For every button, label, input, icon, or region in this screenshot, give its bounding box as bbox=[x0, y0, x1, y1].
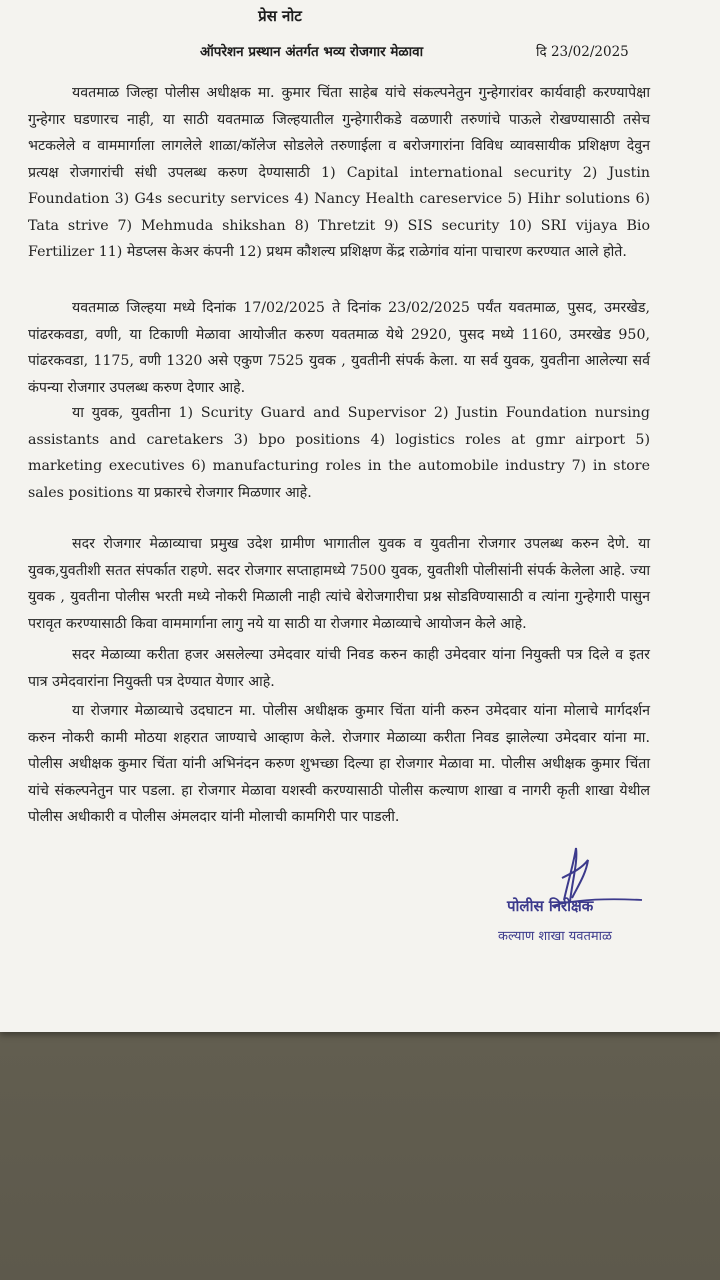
signatory-office: कल्याण शाखा यवतमाळ bbox=[498, 929, 612, 944]
handwritten-signature bbox=[502, 842, 682, 932]
signatory-title: पोलीस निरीक्षक bbox=[507, 897, 594, 915]
document-date: दि 23/02/2025 bbox=[536, 44, 629, 60]
document-subtitle: ऑपरेशन प्रस्थान अंतर्गत भव्य रोजगार मेळावा bbox=[200, 44, 424, 60]
paragraph-purpose: सदर रोजगार मेळाव्याचा प्रमुख उदेश ग्रामीण भागातील युवक व युवतीना रोजगार उपलब्ध करुन देणे. या युवक,युवतीशी सतत संपर्कात राहणे. सदर रोजगार सप्ताहामध्ये 7500 युवक, युवतीशी पोलीसांनी संपर्क केलेला आहे. ज्या युवक , युवतीना पोलीस भरती मध्ये नोकरी मिळाली नाही त्यांचे बेरोजगारीचा प्रश्न सोडविण्यासाठी व त्यांना गुन्हेगारी पासुन परावृत करण्यासाठी किवा वाममार्गाना लागु नये या साठी या रोजगार मेळाव्याचे आयोजन केले आहे. bbox=[28, 536, 650, 632]
paragraph-inauguration: या रोजगार मेळाव्याचे उदघाटन मा. पोलीस अधीक्षक कुमार चिंता यांनी करुन उमेदवार यांना मोलाचे मार्गदर्शन करुन नोकरी कामी मोठया शहरात जाण्याचे आव्हाण केले. रोजगार मेळाव्या करीता निवड झालेल्या उमेदवार यांना मा. पोलीस अधीक्षक कुमार चिंता यांनी अभिनंदन करुण शुभच्छा दिल्या हा रोजगार मेळावा मा. पोलीस अधीक्षक कुमार चिंता यांचे संकल्पनेतुन पार पडला. हा रोजगार मेळावा यशस्वी करण्यासाठी पोलीस कल्याण शाखा व नागरी कृती शाखा येथील पोलीस अधीकारी व पोलीस अंमलदार यांनी मोलाची कामगिरी पार पाडली. bbox=[28, 703, 650, 826]
paragraph-companies: यवतमाळ जिल्हा पोलीस अधीक्षक मा. कुमार चिंता साहेब यांचे संकल्पनेतुन गुन्हेगारांवर कार्यवाही करण्यापेक्षा गुन्हेगार घडणारच नाही, या साठी यवतमाळ जिल्हयातील गुन्हेगारीकडे वळणारी तरुणांचे पाऊले रोखण्यासाठी तसेच भटकलेले व वाममार्गाला लागलेले शाळा/कॉलेज सोडलेले तरुणाईला व बरोजगारांना विविध व्यावसायीक प्रशिक्षण देवुन प्रत्यक्ष रोजगारांची संधी उपलब्ध करुण देण्यासाठी 1) Capital international security 2) Justin Foundation 3) G4s security services 4) Nancy Health careservice 5) Hihr solutions 6) Tata strive 7) Mehmuda shikshan 8) Thretzit 9) SIS security 10) SRI vijaya Bio Fertilizer 11) मेडप्लस केअर कंपनी 12) प्रथम कौशल्य प्रशिक्षण केंद्र राळेगांव यांना पाचारण करण्यात आले होते. bbox=[28, 85, 650, 261]
paragraph-selection: सदर मेळाव्या करीता हजर असलेल्या उमेदवार यांची निवड करुन काही उमेदवार यांना नियुक्ती पत्र दिले व इतर पात्र उमेदवारांना नियुक्ती पत्र देण्यात येणार आहे. bbox=[28, 647, 650, 690]
document-title: प्रेस नोट bbox=[258, 7, 302, 25]
paragraph-job-roles: या युवक, युवतीना 1) Scurity Guard and Supervisor 2) Justin Foundation nursing assistants and caretakers 3) bpo positions 4) logistics roles at gmr airport 5) marketing executives 6) manufacturing roles in the automobile industry 7) in store sales positions या प्रकारचे रोजगार मिळणार आहे. bbox=[28, 405, 650, 501]
paragraph-locations: यवतमाळ जिल्हया मध्ये दिनांक 17/02/2025 ते दिनांक 23/02/2025 पर्यंत यवतमाळ, पुसद, उमरखेड, पांढरकवडा, वणी, या टिकाणी मेळावा आयोजीत करुण यवतमाळ येथे 2920, पुसद मध्ये 1160, उमरखेड 950, पांढरकवडा, 1175, वणी 1320 असे एकुण 7525 युवक , युवतीनी संपर्क केला. या सर्व युवक, युवतीना आलेल्या सर्व कंपन्या रोजगार उपलब्ध करुण देणार आहे. bbox=[28, 300, 650, 396]
